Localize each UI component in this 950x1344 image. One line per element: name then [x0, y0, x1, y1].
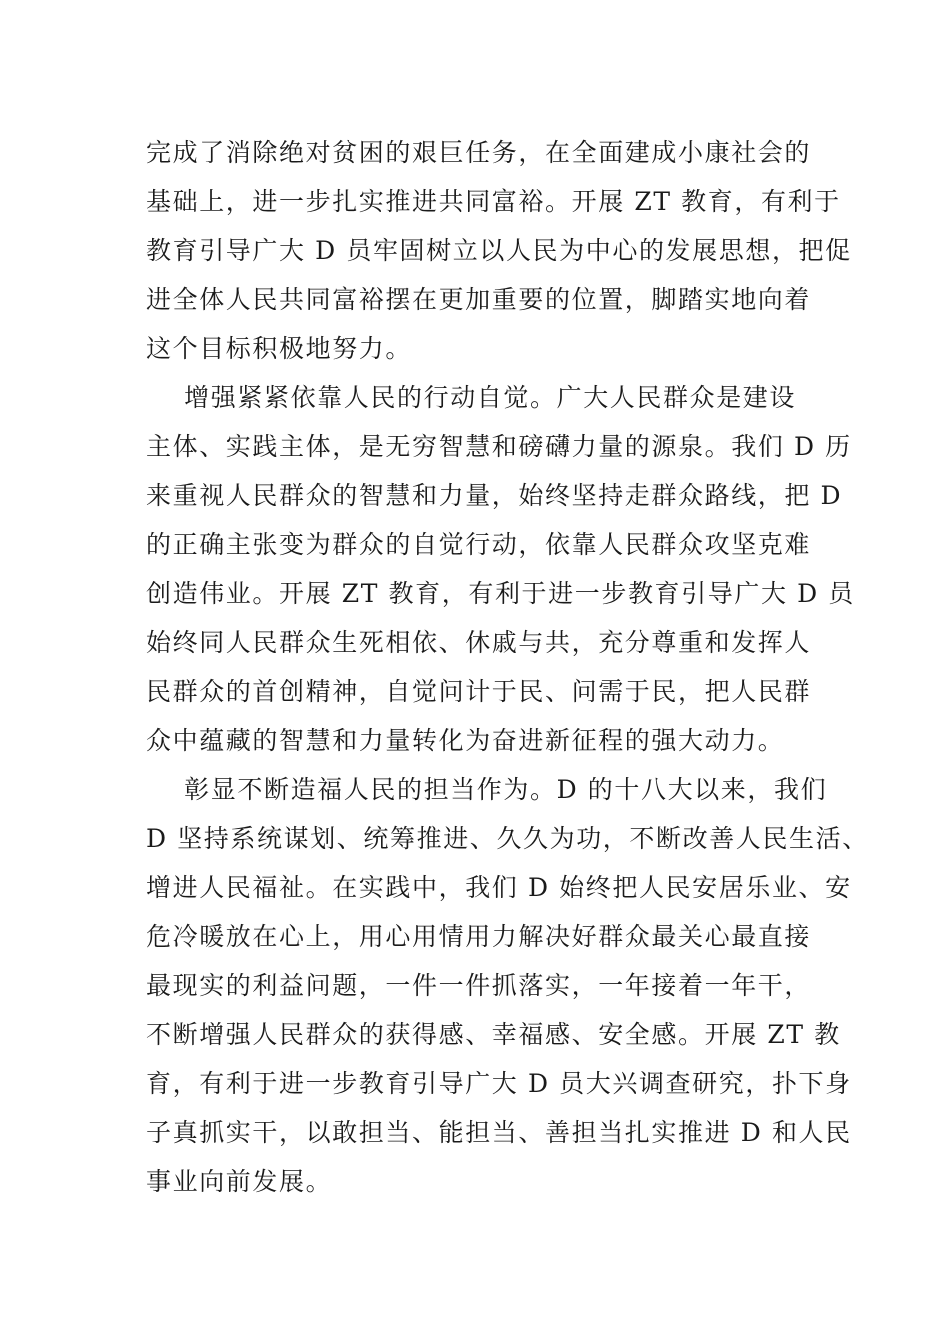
text-line: 完成了消除绝对贫困的艰巨任务，在全面建成小康社会的 — [146, 138, 812, 167]
text-line: 主体、实践主体，是无穷智慧和磅礴力量的源泉。我们 D 历 — [146, 432, 852, 461]
text-line: 进全体人民共同富裕摆在更加重要的位置，脚踏实地向着 — [146, 285, 812, 314]
document-body — [146, 128, 869, 1206]
text-line: 子真抓实干，以敢担当、能担当、善担当扎实推进 D 和人民 — [146, 1118, 852, 1147]
text-line: 育，有利于进一步教育引导广大 D 员大兴调查研究，扑下身 — [146, 1069, 852, 1098]
text-line: 的正确主张变为群众的自觉行动，依靠人民群众攻坚克难 — [146, 530, 812, 559]
text-line: 危冷暖放在心上，用心用情用力解决好群众最关心最直接 — [146, 922, 812, 951]
text-line: 基础上，进一步扎实推进共同富裕。开展 ZT 教育，有利于 — [146, 187, 841, 216]
paragraph-1 — [146, 128, 852, 373]
text-line: 这个目标积极地努力。 — [146, 334, 413, 363]
text-line: D 坚持系统谋划、统筹推进、久久为功，不断改善人民生活、 — [146, 824, 869, 853]
paragraph-3 — [146, 765, 869, 1206]
text-line: 事业向前发展。 — [146, 1167, 333, 1196]
text-line: 来重视人民群众的智慧和力量，始终坚持走群众路线，把 D — [146, 481, 843, 510]
text-line: 始终同人民群众生死相依、休戚与共，充分尊重和发挥人 — [146, 628, 812, 657]
text-line: 民群众的首创精神，自觉问计于民、问需于民，把人民群 — [146, 677, 812, 706]
text-line: 最现实的利益问题，一件一件抓落实，一年接着一年干， — [146, 971, 812, 1000]
text-line: 彰显不断造福人民的担当作为。D 的十八大以来，我们 — [146, 775, 828, 804]
text-line: 不断增强人民群众的获得感、幸福感、安全感。开展 ZT 教 — [146, 1020, 841, 1049]
text-line: 增强紧紧依靠人民的行动自觉。广大人民群众是建设 — [146, 383, 796, 412]
text-line: 众中蕴藏的智慧和力量转化为奋进新征程的强大动力。 — [146, 726, 785, 755]
paragraph-2 — [146, 373, 855, 765]
text-line: 教育引导广大 D 员牢固树立以人民为中心的发展思想，把促 — [146, 236, 852, 265]
text-line: 创造伟业。开展 ZT 教育，有利于进一步教育引导广大 D 员 — [146, 579, 855, 608]
text-line: 增进人民福祉。在实践中，我们 D 始终把人民安居乐业、安 — [146, 873, 852, 902]
